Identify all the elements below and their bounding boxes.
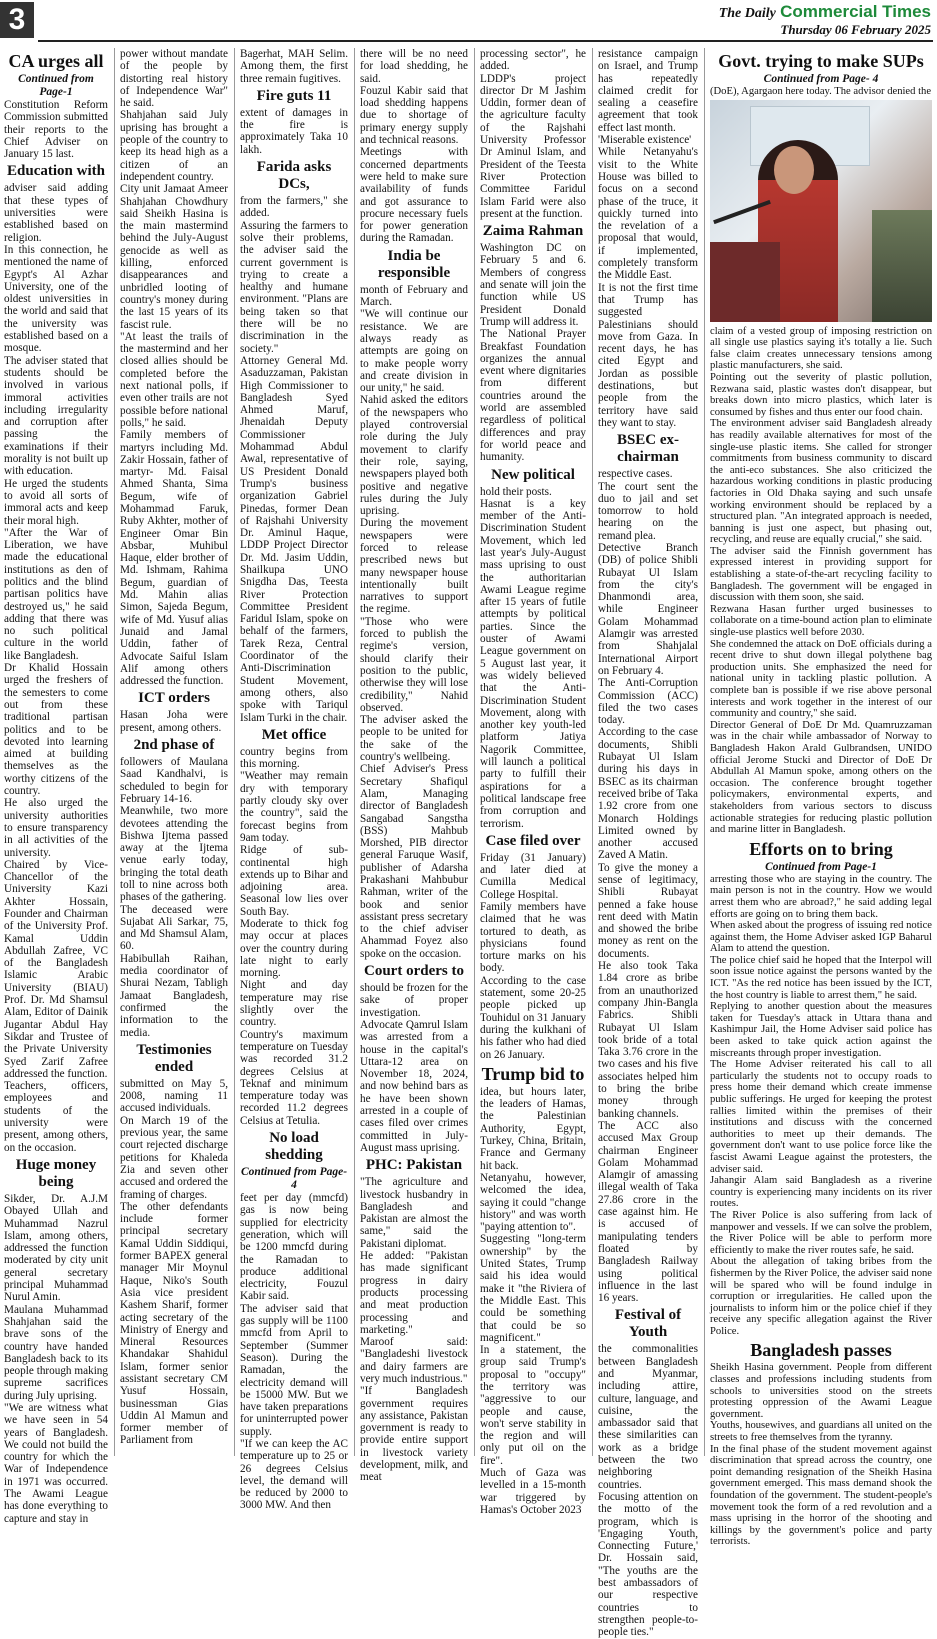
column-2 — [118, 48, 230, 1456]
paragraph: The police chief said he hoped that the Interpol will soon issue notice against the persons wanted by the ICT. "As the red notice has been issued by the ICT, the host country is liable to arrest them," he said. — [710, 954, 932, 1001]
paragraph: The court sent the duo to jail and set tomorrow to hold hearing on the remand plea. — [598, 480, 698, 542]
column-divider — [354, 48, 355, 1456]
subhead: Education with — [7, 163, 105, 180]
subhead: Met office — [261, 726, 327, 743]
paragraph: Jahangir Alam said Bangladesh as a riverine country is experiencing many incidents on its river routes. — [710, 1175, 932, 1210]
paragraph: "If Bangladesh government requires any assistance, Pakistan government is ready to provide entire support in livestock variety development, milk, and meat — [360, 1385, 468, 1484]
paragraph: Sikder, Dr. A.J.M Obayed Ullah and Muhammad Nazrul Islam, among others, addressed the function moderated by city unit general secretary principal Muhammad Nurul Amin. — [4, 1192, 108, 1304]
paragraph: To give the money a sense of legitimacy, Shibli Rubayat penned a fake house rent deed with Matin and showed the bribe money as rent on the documents. — [598, 861, 698, 960]
paragraph: adviser said adding that these types of universities were established based on religion. — [4, 182, 108, 244]
paragraph: Nahid asked the editors of the newspapers who played controversial role during the July movement to clarify their role, saying, newspapers played both positive and negative rules during the July uprising. — [360, 394, 468, 518]
paragraph: claim of a vested group of imposing restriction on all single use plastics saying it's totally a lie. Such false claim creates unnecessary tensions among plastic manufacturers, she said. — [710, 325, 932, 372]
paragraph: Focusing attention on the motto of the program, which is 'Engaging Youth, Connecting Future,' Dr. Hossain said, "The youths are the best ambassadors of our respective countries to strengthen people-to-people ties." — [598, 1490, 698, 1639]
column-divider — [474, 48, 475, 1456]
continued-label: Continued from Page-1 — [765, 860, 877, 873]
photo-audience — [872, 210, 932, 322]
paragraph: respective cases. — [598, 468, 673, 481]
paragraph: Meanwhile, two more devotees attending the Bishwa Ijtema passed away at the Ijtema venue early today, bringing the total death toll to nine across both phases of the gathering. — [120, 805, 228, 904]
subhead: Court orders to — [364, 963, 464, 980]
paragraph: Detective Branch (DB) of police Shibli Rubayat Ul Islam from the city's Dhanmondi area, while Engineer Golam Mohammad Alamgir was arrested from Shahjalal International Airport on February 4. — [598, 541, 698, 677]
headline-bangladesh-passes: Bangladesh passes — [750, 1340, 892, 1361]
paragraph: Youths, housewives, and guardians all united on the streets to free themselves from the tyranny. — [710, 1420, 932, 1444]
column-divider — [704, 48, 705, 1456]
paragraph: Rezwana Hasan further urged businesses to collaborate on a time-bound action plan to eliminate single-use plastics well before 2030. — [710, 603, 932, 639]
column-6 — [596, 48, 700, 1639]
paragraph: "We will continue our resistance. We are always ready as attempts are going on to make people worry and create division in our unity," he said. — [360, 308, 468, 395]
paragraph: "Weather may remain dry with temporary partly cloudy sky over the country", said the forecast begins from 9am today. — [240, 770, 348, 844]
column-4 — [358, 48, 470, 1484]
paragraph: Night and day temperature may rise slightly over the country. — [240, 979, 348, 1029]
paragraph: Country's maximum temperature on Tuesday was recorded 31.2 degrees Celsius at Teknaf and minimum temperature today was recorded 11.2 degrees Celsius at Tetulia. — [240, 1028, 348, 1127]
subhead: Case filed over — [485, 832, 581, 849]
paragraph: feet per day (mmcfd) gas is now being supplied for electricity generation, which will be 1200 mmcfd during the Ramadan to produce additional electricity, Fouzul Kabir said. — [240, 1192, 348, 1303]
paragraph: Shahjahan said July uprising has brought a people of the country to keep its head high as a citizen of an independent country. — [120, 109, 228, 183]
paragraph: The adviser asked the people to be united for the sake of the country's wellbeing. — [360, 714, 468, 764]
headline-ca-urges-all: CA urges all — [8, 51, 104, 71]
paragraph: Assuring the farmers to solve their problems, the adviser said the current government is trying to create a healthy and humane environment. "Plans are being taken so that there will be no discrimination in the society." — [240, 219, 348, 355]
paragraph: He also urged the university authorities to ensure transparency in all activities of the university. — [4, 797, 108, 859]
subhead: Huge money being — [15, 1156, 97, 1190]
paragraph: The Anti-Corruption Commission (ACC) filed the two cases today. — [598, 677, 698, 727]
paragraph: Friday (31 January) and later died at Cumilla Medical College Hospital. — [480, 851, 586, 901]
paragraph: country begins from this morning. — [240, 745, 348, 771]
paragraph: About the allegation of taking bribes from the fishermen by the River Police, the adviser said none will be spared who will be found indulge in corruption or irregularities. He called upon the journalists to inform him or the police chief if they receive any specific allegation against the River Police. — [710, 1256, 932, 1337]
paragraph: the commonalities between Bangladesh and Myanmar, including attire, culture, language, and cuisine, the ambassador said that these similarities can work as a bridge between the two neighboring countries. — [598, 1343, 698, 1491]
paragraph: Bagerhat, MAH Selim. Among them, the first three remain fugitives. — [240, 48, 348, 85]
paragraph: Chaired by Vice-Chancellor of the University Kazi Akhter Hossain, Founder and Chairman of the University Prof. Kamal Uddin Abdullah Zafree, VC of the Bangladesh Islamic Arabic University (BIAU) Prof. Dr. Md Shamsul Alam, Editor of Dainik Jugantar Abdul Hay Sikdar and Trustee of the Private University Syed Zarif Zafree addressed the function. — [4, 858, 108, 1080]
newspaper-name-main: Commercial Times — [780, 2, 931, 21]
paragraph: The deceased were Sujabat Ali Sarkar, 75, and Md Shamsul Alam, 60. — [120, 903, 228, 953]
paragraph: Maulana Muhammad Shahjahan said the brave sons of the country have handed Bangladesh back to its people through making supreme sacrifices during July uprising. — [4, 1303, 108, 1402]
paragraph: extent of damages in the fire is approximately Taka 10 lakh. — [240, 106, 348, 156]
subhead: Festival of Youth — [614, 1307, 682, 1341]
paragraph: power without mandate of the people by distorting real history of Independence War" he said. — [120, 48, 228, 110]
paragraph: Habibullah Raihan, media coordinator of Shurai Nezam, Tabligh Jamaat Bangladesh, confirmed the information to the media. — [120, 952, 228, 1039]
column-divider — [114, 48, 115, 1456]
paragraph: LDDP's project director Dr M Jashim Uddin, former dean of the agriculture faculty of the Rajshahi University Professor Dr Aminul Islam, and President of the Teesta River Protection Committee Faridul Islam Farid were also present at the function. — [480, 72, 586, 220]
paragraph: Much of Gaza was levelled in a 15-month war triggered by Hamas's October 2023 — [480, 1467, 586, 1516]
paragraph: In the final phase of the student movement against discrimination that spread across the country, one point demanding resignation of the Sheikh Hasina government emerged. This mass demand shook the foundation of the government. The student-people's movement took the form of a red revolution and a mass uprising in the horror of the shooting and killings by the government's police and party terrorists. — [710, 1443, 932, 1548]
subhead: ICT orders — [138, 690, 210, 707]
paragraph: Replying to another question about the measures taken for Tuesday's attack in Uttara thana and Kashimpur Jail, the Home Adviser said police has been asked to take quick action against the miscreants through proper investigation. — [710, 1001, 932, 1059]
paragraph: "If we can keep the AC temperature up to 25 or 26 degrees Celsius level, the demand will be reduced by 2000 to 3000 MW. And then — [240, 1437, 348, 1512]
paragraph: The adviser said the Finnish government has expressed interest in providing support for establishing a state-of-the-art recycling facility to Bangladesh. The government will be engaged in discussion with them soon, she said. — [710, 545, 932, 604]
subhead: No load shedding — [265, 1130, 323, 1164]
subhead: Trump bid to — [481, 1063, 585, 1084]
paragraph: submitted on May 5, 2008, naming 11 accused individuals. — [120, 1077, 228, 1115]
paragraph: Suggesting "long-term ownership" by the United States, Trump said his idea would make it "the Riviera of the Middle East. This could be something that could be so magnificent." — [480, 1233, 586, 1344]
paragraph: In this connection, he mentioned the name of Egypt's Al Azhar University, one of the oldest universities in the world and said that the university was established based on a mosque. — [4, 243, 108, 355]
paragraph: idea, but hours later, the leaders of Hamas, the Palestinian Authority, Egypt, Turkey, China, Britain, France and Germany hit back. — [480, 1085, 586, 1172]
paragraph: Ridge of sub-continental high extends up to Bihar and adjoining area. Seasonal low lies over South Bay. — [240, 844, 348, 918]
paragraph: there will be no need for load shedding, he said. — [360, 48, 468, 85]
paragraph: When asked about the progress of issuing red notice against them, the Home Adviser asked IGP Baharul Alam to attend the question. — [710, 920, 932, 955]
paragraph: "After the War of Liberation, we have made the educational institutions as den of politics and the blind partisan politics have destroyed us," he said adding that there was no such political culture in the world like Bangladesh. — [4, 526, 108, 662]
paragraph: He added: "Pakistan has made significant progress in dairy products processing and meat production processing and marketing." — [360, 1250, 468, 1336]
paragraph: The River Police is also suffering from lack of manpower and vessels. If we can solve the problem, the River Police will be able to perform more efficiently to make the river routes safe, he said. — [710, 1209, 932, 1256]
news-photo — [710, 100, 932, 322]
paragraph: Family members have claimed that he was tortured to death, as physicians found torture marks on his body. — [480, 901, 586, 975]
paragraph: During the movement newspapers were forced to release prescribed news but many newspaper house intentionally built narratives to support the regime. — [360, 517, 468, 616]
paragraph: The adviser stated that students should be involved in various immoral activities including irregularity and corruption after passing the examinations if their morality is not built up with education. — [4, 354, 108, 478]
paragraph: The Home Adviser reiterated his call to all particularly the students not to occupy roads to press home their demand which create immense public sufferings. He urged for keeping the protest rallies limited within the premises of their institutions and discuss with the concerned authorities to meet up their demands. The government don't want to use police force like the fascist Awami League against the protesters, the adviser said. — [710, 1059, 932, 1175]
paragraph: Director General of DoE Dr Md. Quamruzzaman was in the chair while ambassador of Norway to Bangladesh Hakon Arald Gulbrandsen, UNIDO official Jerome Stucki and Director of DoE Dr Abdullah Al Mamun spoke, among others on the occasion. The conference brought together policymakers, environmental experts, and stakeholders from various sectors to discuss actionable strategies for reducing plastic pollution and marine litter in Bangladesh. — [710, 719, 932, 836]
column-divider — [592, 48, 593, 1456]
subhead: Testimonies ended — [136, 1041, 212, 1075]
paragraph: The National Prayer Breakfast Foundation organizes the annual event where dignitaries from different countries around the world are assembled regardless of political differences and pray for world peace and humanity. — [480, 328, 586, 464]
paragraph: Attorney General Md. Asaduzzaman, Pakistan High Commissioner to Bangladesh Syed Ahmed Maruf, Jhenaidah Deputy Commissioner Mohammad Abdul Awal, representative of US President Donald Trump's business organization Gabriel Pinedas, former Dean of Rajshahi University Dr. Aminul Haque, LDDP Project Director Dr. Md. Jasim Uddin, Shailkupa UNO Snigdha Das, Teesta River Protection Committee President Faridul Islam, spoke on behalf of the farmers, Tarek Reza, Central Coordinator of the Anti-Discrimination Student Movement, among others, also spoke with Tariqul Islam Turki in the chair. — [240, 354, 348, 724]
paragraph: The other defendants include former principal secretary Kamal Uddin Siddiqui, former BAPEX general manager Mir Moynul Haque, Niko's South Asia vice president Kashem Sharif, former acting secretary of the Ministry of Energy and Mineral Resources Khandakar Shahidul Islam, former senior assistant secretary CM Yusuf Hossain, businessman Gias Uddin Al Mamun and former member of Parliament from — [120, 1200, 228, 1447]
paragraph: arresting those who are staying in the country. The main person is not in the country. How we would arrest them who are abroad?," he said adding legal efforts are going on to bring them back. — [710, 873, 932, 920]
column-1 — [2, 48, 110, 1525]
paragraph: Dr Khalid Hossain urged the freshers of the semesters to come out from these traditional partisan politics and to be devoted into learning aimed at building themselves as the worthy citizens of the country. — [4, 662, 108, 798]
paragraph: month of February and March. — [360, 283, 468, 309]
column-7 — [708, 48, 934, 1548]
paragraph: Family members of martyrs including Md. Zakir Hossain, father of martyr- Md. Faisal Ahmed Shanta, Sima Begum, wife of Mohammad Faruk, Ruby Akhter, mother of Engineer Omar Bin Absbar, Muhibul Haque, elder brother of Md. Ishmam, Rahima Begum, guardian of Md. Mahin alias Simon, Sajeda Begum, wife of Md. Yusuf alias Junaid and Jamal Uddin, father of Advocate Saiful Islam Alif among others addressed the function. — [120, 429, 228, 688]
column-3 — [238, 48, 350, 1512]
paragraph: followers of Maulana Saad Kandhalvi, is scheduled to begin for February 14-16. — [120, 756, 228, 805]
subhead: India be responsible — [377, 247, 451, 281]
paragraph: The adviser said that gas supply will be 1100 mmcfd from April to September (Summer Season). During the Ramadan, the electricity demand will be 15000 MW. But we have taken preparations for uninterrupted power supply. — [240, 1302, 348, 1438]
photo-speaker-face — [774, 146, 814, 194]
paragraph: processing sector", he added. — [480, 48, 586, 73]
publication-date: Thursday 06 February 2025 — [780, 22, 931, 37]
subhead: Farida asks DCs, — [256, 159, 332, 193]
paragraph: The environment adviser said Bangladesh already has readily available alternatives for most of the single-use plastic items. She called for stronger commitments from business community to discard the anti-eco substances. She also criticized the hazardous working conditions in plastic producing factories in Old Dhaka saying and such unsafe working environment should be replaced by a structured plan. "An integrated approach is needed, banning is just one aspect, but phasing out, recycling, and reuse are equally crucial," she said. — [710, 418, 932, 546]
headline-efforts-on-to-bring: Efforts on to bring — [749, 838, 893, 859]
paragraph: Hasan Joha were present, among others. — [120, 709, 228, 734]
continued-label: Continued from Page- 4 — [240, 1166, 348, 1192]
newspaper-name — [719, 2, 931, 22]
paragraph: Netanyahu, however, welcomed the idea, saying it could "change history" and was worth "paying attention to". — [480, 1171, 586, 1234]
photo-podium — [710, 242, 780, 322]
paragraph: She condemned the attack on DoE officials during a recent drive to shut down illegal polythene bag production units. She emphasized the need for national unity in tackling plastic pollution. A complete ban is possible if we rise above personal interests and work together in the interest of our community and country," she said. — [710, 638, 932, 720]
paragraph: should be frozen for the sake of proper investigation. — [360, 982, 468, 1019]
paragraph: Meetings with concerned departments were held to make sure availability of funds and got assurance to procure necessary fuels for power generation during the Ramadan. — [360, 146, 468, 245]
subhead: Fire guts 11 — [256, 87, 332, 104]
paragraph: Moderate to thick fog may occur at places over the country during late night to early morning. — [240, 918, 348, 980]
subhead: 2nd phase of — [133, 737, 215, 754]
paragraph: (DoE), Agargaon here today. The advisor denied the — [710, 86, 932, 97]
paragraph: According to the case statement, some 20-25 people picked up Touhidul on 31 January during the kulkhani of his father who had died on 26 January. — [480, 974, 586, 1061]
masthead — [0, 0, 937, 44]
paragraph: hold their posts. — [480, 485, 552, 498]
paragraph: Pointing out the severity of plastic pollution, Rezwana said, plastic wastes don't disappear, but breaks down into micro plastics, which later is consumed by fishes and thus enter our food chain. — [710, 371, 932, 418]
paragraph: "At least the trails of the mastermind and her closed allies should be completed before the next national polls, if even other trails are not possible before national polls," he said. — [120, 330, 228, 429]
paragraph: Maroof said: "Bangladeshi livestock and dairy farmers are very much industrious." — [360, 1336, 468, 1385]
paragraph: 'Miserable existence' — [598, 134, 692, 147]
paragraph: Sheikh Hasina government. People from different classes and professions including students from schools to universities stood on the streets protesting oppression of the Awami League government. — [710, 1362, 932, 1420]
subhead: PHC: Pakistan — [365, 1157, 463, 1174]
column-5 — [478, 48, 588, 1516]
column-divider — [234, 48, 235, 1456]
paragraph: Teachers, officers, employees and students of the university were present, among others, on the occasion. — [4, 1080, 108, 1154]
continued-label: Continued from Page-1 — [18, 73, 94, 98]
paragraph: "Those who were forced to publish the regime's version, should clarify their position to the public, otherwise they will lose credibility," Nahid observed. — [360, 615, 468, 714]
paragraph: It is not the first time that Trump has suggested Palestinians should move from Gaza. In recent days, he has cited Egypt and Jordan as possible destinations, but people from the territory have said they want to stay. — [598, 281, 698, 429]
paragraph: from the farmers," she added. — [240, 195, 348, 220]
paragraph: In a statement, the group said Trump's proposal to "occupy" the territory was "aggressive to our people and cause, won't serve stability in the region and will only put oil on the fire". — [480, 1344, 586, 1467]
page-number: 3 — [0, 2, 34, 38]
paragraph: resistance campaign on Israel, and Trump has repeatedly claimed credit for sealing a ceasefire agreement that took effect last month. — [598, 48, 698, 134]
subhead: New political — [491, 466, 575, 483]
paragraph: While Netanyahu's visit to the White House was billed to focus on a second phase of the truce, it quickly turned into the revelation of a proposal that would, if implemented, completely transform the Middle East. — [598, 146, 698, 282]
paragraph: Washington DC on February 5 and 6. Members of congress and senate will join the function while US President Donald Trump will address it. — [480, 242, 586, 328]
paragraph: On March 19 of the previous year, the same court rejected discharge petitions for Khaleda Zia and seven other accused and ordered the framing of charges. — [120, 1114, 228, 1201]
masthead-rule — [38, 40, 933, 42]
paragraph: Chief Adviser's Press Secretary Shafiqul Alam, Managing director of Bangladesh Sangabad Sangstha (BSS) Mahbub Morshed, PIB director general Faruque Wasif, publisher of Adarsha Prakashani Mahbubur Rahman, writer of the book and senior assistant press secretary to the chief adviser Ahammad Foyez also spoke on the occasion. — [360, 763, 468, 960]
paragraph: Fouzul Kabir said that load shedding happens due to shortage of primary energy supply and technical reasons. — [360, 84, 468, 147]
paragraph: Advocate Qamrul Islam was arrested from a house in the capital's Uttara-12 area on November 18, 2024, and now behind bars as he have been shown arrested in a couple of cases filed over crimes committed in July-August mass uprising. — [360, 1018, 468, 1154]
paragraph: "We are witness what we have seen in 54 years of Bangladesh. We could not build the country for which the War of Independence in 1971 was occurred. The Awami League has done everything to capture and stay in — [4, 1401, 108, 1525]
subhead: BSEC ex-chairman — [616, 432, 680, 466]
paragraph: He also took Taka 1.84 crore as bribe from an unauthorized company Jhin-Bangla Fabrics. Shibli Rubayat Ul Islam took bride of a total Taka 3.76 crore in the two cases and his five associates helped him to bring the bribe money through banking channels. — [598, 960, 698, 1120]
newspaper-name-prefix: The Daily — [718, 6, 776, 21]
paragraph: Hasnat is a key member of the Anti-Discrimination Student Movement, which led last year's July-August mass uprising to oust the authoritarian Awami League regime after 15 years of futile attempts by political parties. Since the ouster of Awami League government on 5 August last year, it was widely believed that the Anti-Discrimination Student Movement, along with another key youth-led platform Jatiya Nagorik Committee, will launch a political party to fulfill their aspirations for a political landscape free from corruption and terrorism. — [480, 497, 586, 830]
paragraph: According to the case documents, Shibli Rubayat Ul Islam during his days in BSEC as its chairman received bribe of Taka 1.92 crore from one Monarch Holdings Limited owned by another accused Zaved A Matin. — [598, 726, 698, 862]
headline-govt-trying-to-make-sups: Govt. trying to make SUPs — [718, 51, 924, 71]
paragraph: The ACC also accused Max Group chairman Engineer Golam Mohammad Alamgir of amassing illegal wealth of Taka 27.86 crore in the case against him. He is accused of manipulating tenders floated by Bangladesh Railway using political influence in the last 16 years. — [598, 1119, 698, 1305]
subhead: Zaima Rahman — [482, 223, 584, 240]
paragraph: "The agriculture and livestock husbandry in Bangladesh and Pakistan are almost the same," said the Pakistani diplomat. — [360, 1176, 468, 1250]
paragraph: He urged the students to avoid all sorts of immoral acts and keep their moral high. — [4, 477, 108, 527]
continued-label: Continued from Page- 4 — [763, 73, 879, 85]
paragraph: City unit Jamaat Ameer Shahjahan Chowdhury said Sheikh Hasina is the main mastermind behind the July-August genocide as well as killing, enforced disappearances and unbridled looting of country's money during the last 15 years of its fascist rule. — [120, 183, 228, 331]
paragraph: Constitution Reform Commission submitted their reports to the Chief Adviser on January 15 last. — [4, 99, 108, 161]
